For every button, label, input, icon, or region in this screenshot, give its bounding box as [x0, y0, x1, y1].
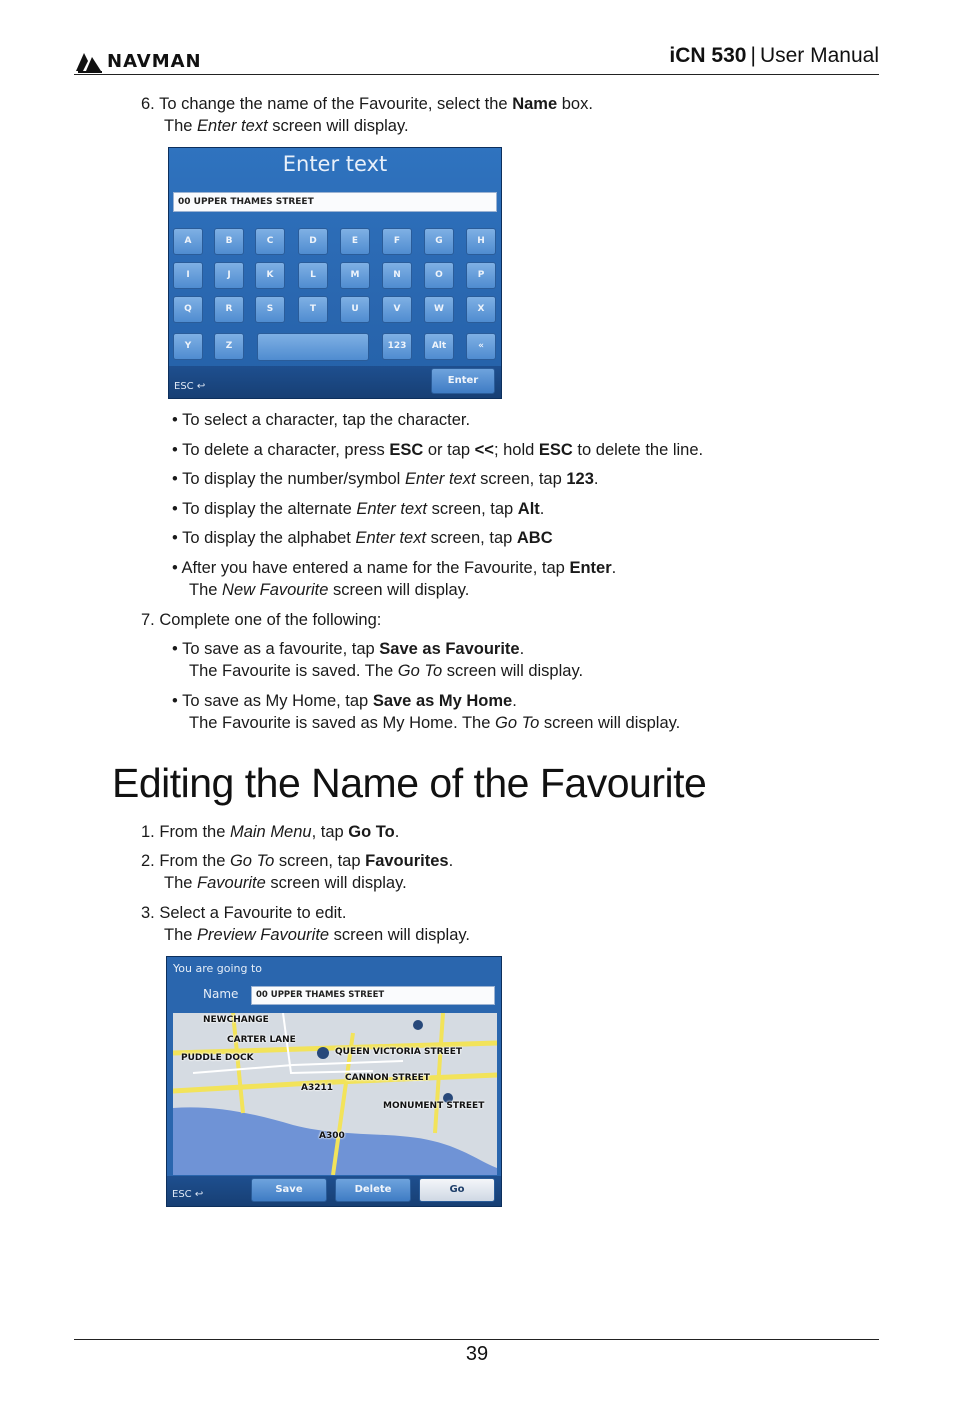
bullet-save-my-home: • To save as My Home, tap Save as My Home. The Favourite is saved as My Home. The Go To screen will display. — [172, 692, 681, 732]
bullet-italic: Go To — [397, 662, 443, 680]
key-p: P — [466, 262, 496, 289]
document-title — [669, 44, 879, 68]
key-x: X — [466, 296, 496, 323]
key-o: O — [424, 262, 454, 289]
navman-logo-icon — [74, 49, 104, 73]
key-a: A — [173, 228, 203, 255]
enter-text-screenshot — [168, 147, 502, 399]
poi-marker-icon — [413, 1020, 423, 1030]
page-header — [74, 40, 879, 75]
key-j: J — [214, 262, 244, 289]
key-123: 123 — [382, 333, 412, 360]
bullet-text: . — [593, 470, 599, 488]
step-number: 2. — [141, 852, 155, 870]
bullet-text: ; hold — [493, 441, 539, 459]
bullet-text: . — [611, 559, 617, 577]
screen-bottom-bar — [167, 1176, 501, 1206]
bullet-text: To delete a character, press — [182, 441, 390, 459]
bullet-italic: Enter text — [404, 470, 476, 488]
bullet-text: . — [512, 692, 517, 710]
bullet-text: To display the alternate — [182, 500, 357, 518]
map-label: PUDDLE DOCK — [181, 1053, 254, 1063]
step-bold: Go To — [348, 823, 395, 841]
bullet-text: To select a character, tap the character. — [182, 411, 471, 429]
key-z: Z — [214, 333, 244, 360]
bullet-bold: ESC — [389, 441, 424, 459]
key-alt: Alt — [424, 333, 454, 360]
page-number: 39 — [465, 1343, 489, 1365]
step-text: The — [164, 926, 198, 944]
text-field: 00 UPPER THAMES STREET — [173, 192, 497, 212]
name-label: Name — [203, 987, 239, 1001]
bullet-text: screen, tap — [475, 470, 567, 488]
step-1 — [141, 821, 399, 843]
map-graphic — [173, 1013, 497, 1175]
bullet-bold: Save as Favourite — [379, 640, 520, 658]
bullet-text: or tap — [423, 441, 475, 459]
step-text: The — [164, 117, 198, 135]
bullet-text: To display the alphabet — [182, 529, 356, 547]
bullet-text: to delete the line. — [572, 441, 704, 459]
bullet-italic: New Favourite — [222, 581, 329, 599]
key-t: T — [298, 296, 328, 323]
bullet-alphabet: • To display the alphabet Enter text screen, tap ABC — [172, 529, 553, 547]
step-text: screen, tap — [274, 852, 366, 870]
step-italic: Go To — [229, 852, 275, 870]
bullet-text: screen, tap — [426, 500, 518, 518]
step-text: . — [448, 852, 454, 870]
key-n: N — [382, 262, 412, 289]
key-s: S — [255, 296, 285, 323]
key-g: G — [424, 228, 454, 255]
key-q: Q — [173, 296, 203, 323]
esc-button: ESC ↩ — [172, 1189, 204, 1200]
key-v: V — [382, 296, 412, 323]
step-7 — [141, 609, 381, 631]
key-f: F — [382, 228, 412, 255]
step-italic: Main Menu — [229, 823, 312, 841]
step-bold: Favourites — [365, 852, 449, 870]
bullet-text: To display the number/symbol — [182, 470, 405, 488]
bullet-after-enter: • After you have entered a name for the Favourite, tap Enter. The New Favourite screen will display. — [172, 559, 617, 599]
step-number: 3. — [141, 904, 155, 922]
bullet-text: To save as My Home, tap — [182, 692, 373, 710]
map-label: A300 — [319, 1131, 345, 1141]
map-label: NEWCHANGE — [203, 1015, 269, 1025]
step-text: , tap — [311, 823, 349, 841]
step-6 — [141, 93, 593, 137]
key-b: B — [214, 228, 244, 255]
bullet-bold: 123 — [566, 470, 594, 488]
going-to-label: You are going to — [173, 962, 263, 975]
bullet-text: The — [189, 581, 223, 599]
bullet-text: The Favourite is saved. The — [189, 662, 398, 680]
map-label: CANNON STREET — [345, 1073, 430, 1083]
step-text: . — [394, 823, 400, 841]
key-r: R — [214, 296, 244, 323]
key-w: W — [424, 296, 454, 323]
bullet-select-character: • To select a character, tap the character. — [172, 411, 471, 429]
key-l: L — [298, 262, 328, 289]
bullet-text: screen will display. — [442, 662, 584, 680]
go-button: Go — [419, 1178, 495, 1202]
bullet-bold: Alt — [517, 500, 540, 518]
key-h: H — [466, 228, 496, 255]
step-text: From the — [159, 852, 230, 870]
name-field: 00 UPPER THAMES STREET — [251, 986, 495, 1005]
step-italic: Preview Favourite — [197, 926, 330, 944]
step-text: Select a Favourite to edit. — [159, 904, 347, 922]
esc-button: ESC ↩ — [174, 381, 206, 392]
enter-button: Enter — [431, 368, 495, 394]
step-italic: Favourite — [197, 874, 266, 892]
bullet-delete-character: • To delete a character, press ESC or tap <<; hold ESC to delete the line. — [172, 441, 704, 459]
step-number: 1. — [141, 823, 155, 841]
save-button: Save — [251, 1178, 327, 1202]
title-separator: | — [750, 44, 756, 67]
delete-button: Delete — [335, 1178, 411, 1202]
map-view — [173, 1013, 497, 1175]
map-label: CARTER LANE — [227, 1035, 296, 1045]
bullet-text: After you have entered a name for the Favourite, tap — [181, 559, 570, 577]
favourite-marker-icon — [317, 1047, 329, 1059]
step-text: screen will display. — [265, 874, 407, 892]
step-text: The — [164, 874, 198, 892]
bullet-bold: Save as My Home — [372, 692, 513, 710]
bullet-text: screen will display. — [539, 714, 681, 732]
step-text: From the — [159, 823, 230, 841]
screen-bottom-bar — [169, 366, 501, 398]
preview-favourite-screenshot — [166, 956, 502, 1207]
bullet-bold: ESC — [538, 441, 573, 459]
step-italic: Enter text — [197, 117, 268, 135]
step-text: Complete one of the following: — [159, 611, 382, 629]
bullet-text: The Favourite is saved as My Home. The — [189, 714, 495, 732]
step-text: screen will display. — [267, 117, 409, 135]
bullet-italic: Enter text — [356, 500, 427, 518]
key-m: M — [340, 262, 370, 289]
key-i: I — [173, 262, 203, 289]
bullet-text: screen will display. — [328, 581, 470, 599]
bullet-text: . — [539, 500, 545, 518]
key-k: K — [255, 262, 285, 289]
bullet-italic: Go To — [494, 714, 540, 732]
bullet-italic: Enter text — [355, 529, 427, 547]
bullet-text: . — [519, 640, 525, 658]
bullet-text: To save as a favourite, tap — [182, 640, 380, 658]
bullet-number-symbol: • To display the number/symbol Enter text screen, tap 123. — [172, 470, 599, 488]
screen-title: Enter text — [282, 152, 388, 176]
space-key — [257, 333, 369, 361]
key-back: « — [466, 333, 496, 360]
model-name: iCN 530 — [669, 44, 747, 67]
section-heading: Editing the Name of the Favourite — [112, 760, 707, 806]
key-e: E — [340, 228, 370, 255]
map-label: A3211 — [301, 1083, 334, 1093]
key-d: D — [298, 228, 328, 255]
step-3 — [141, 902, 470, 946]
map-label: MONUMENT STREET — [383, 1101, 485, 1111]
bullet-text: screen, tap — [426, 529, 517, 547]
footer-rule — [74, 1339, 879, 1340]
step-bold: Name — [512, 95, 558, 113]
step-2 — [141, 850, 453, 894]
step-number: 6. — [141, 95, 155, 113]
brand-name: NAVMAN — [107, 50, 202, 72]
step-number: 7. — [141, 611, 155, 629]
key-c: C — [255, 228, 285, 255]
manual-label: User Manual — [759, 44, 879, 67]
navman-logo — [74, 48, 202, 74]
bullet-bold: Enter — [569, 559, 612, 577]
bullet-save-favourite: • To save as a favourite, tap Save as Favourite. The Favourite is saved. The Go To screen will display. — [172, 640, 584, 680]
step-text: screen will display. — [329, 926, 471, 944]
key-u: U — [340, 296, 370, 323]
bullet-bold: << — [474, 441, 494, 459]
bullet-bold: ABC — [516, 529, 553, 547]
key-y: Y — [173, 333, 203, 360]
map-label: QUEEN VICTORIA STREET — [335, 1047, 462, 1057]
step-text: To change the name of the Favourite, select the — [159, 95, 513, 113]
step-text: box. — [557, 95, 593, 113]
bullet-alternate: • To display the alternate Enter text screen, tap Alt. — [172, 500, 545, 518]
